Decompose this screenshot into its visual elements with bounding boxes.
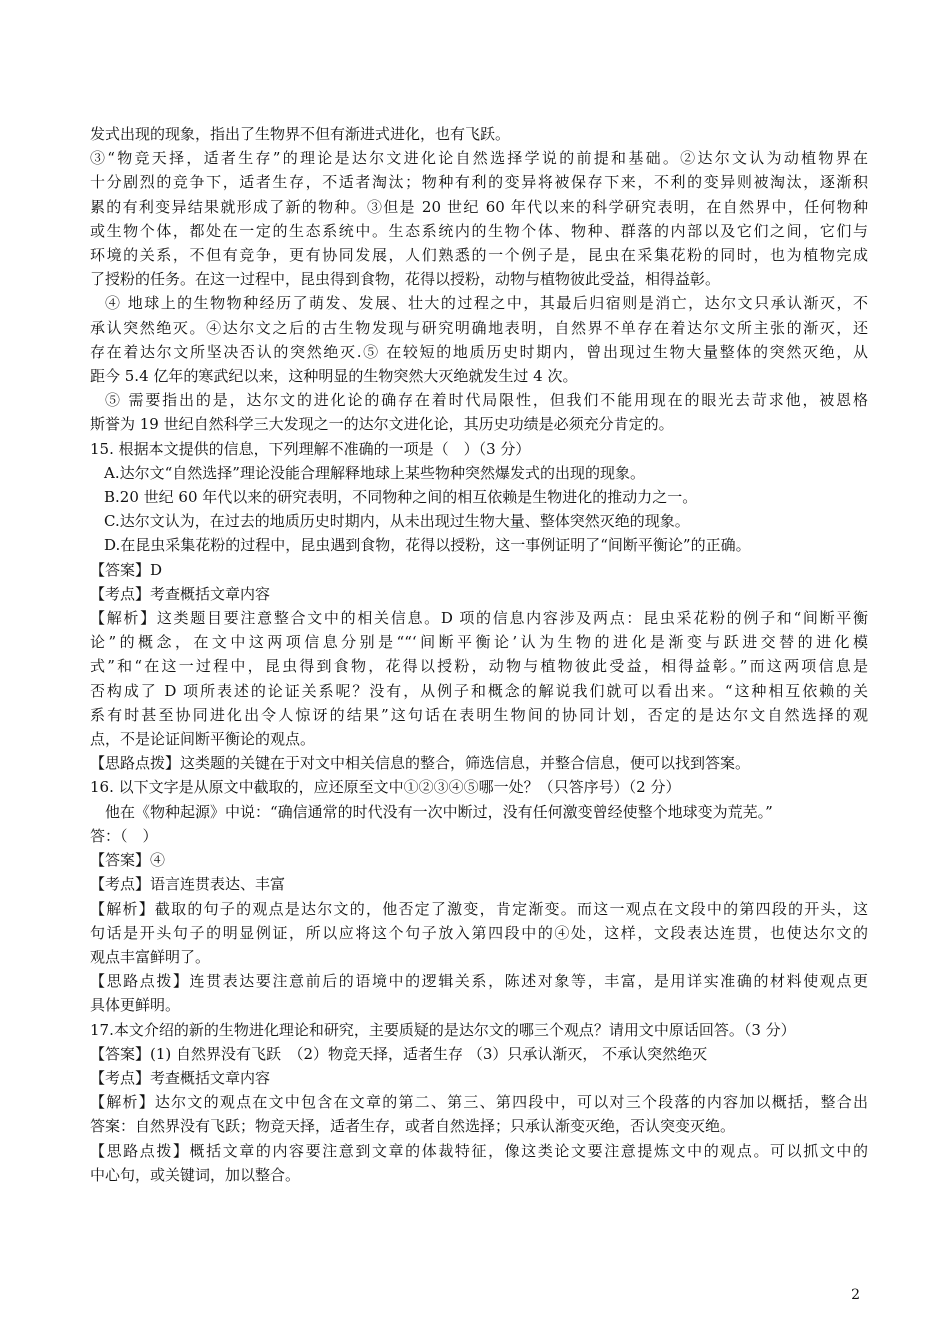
text-line: 【答案】D xyxy=(90,560,163,579)
text-line: 【考点】考查概括文章内容 xyxy=(90,584,271,603)
text-line: 式”和“在这一过程中，昆虫得到食物，花得以授粉，动物与植物彼此受益，相得益彰。”而这两项信息是 xyxy=(90,657,868,676)
text-line: 【思路点拨】这类题的关键在于对文中相关信息的整合，筛选信息，并整合信息，便可以找到答案。 xyxy=(90,754,751,773)
text-line: 【思路点拨】连贯表达要注意前后的语境中的逻辑关系，陈述对象等，丰富，是用详实准确的材料使观点更 xyxy=(90,972,868,991)
text-line: ③“物竞天择，适者生存”的理论是达尔文进化论自然选择学说的前提和基础。②达尔文认为动植物界在 xyxy=(90,149,868,168)
text-line: ④ 地球上的生物物种经历了萌发、发展、壮大的过程之中，其最后归宿则是消亡，达尔文只承认渐灭，不 xyxy=(105,294,868,313)
text-line: 【考点】语言连贯表达、丰富 xyxy=(90,875,286,894)
text-line: 距今 5.4 亿年的寒武纪以来，这种明显的生物突然大灭绝就发生过 4 次。 xyxy=(90,367,578,386)
text-line: 点，不是论证间断平衡论的观点。 xyxy=(90,730,316,749)
text-line: 句话是开头句子的明显例证，所以应将这个句子放入第四段中的④处，这样，文段表达连贯，也使达尔文的 xyxy=(90,923,868,942)
text-line: 存在着达尔文所坚决否认的突然绝灭.⑤ 在较短的地质历史时期内，曾出现过生物大量整体的突然灭绝，从 xyxy=(90,342,868,361)
text-line: 发式出现的现象，指出了生物界不但有渐进式进化，也有飞跃。 xyxy=(90,125,511,143)
document-body xyxy=(90,122,868,1187)
text-line: 具体更鲜明。 xyxy=(90,996,181,1015)
text-line: 斯誉为 19 世纪自然科学三大发现之一的达尔文进化论，其历史功绩是必须充分肯定的。 xyxy=(90,415,674,434)
text-line: 中心句，或关键词，加以整合。 xyxy=(90,1165,301,1184)
text-line: 【思路点拨】概括文章的内容要注意到文章的体裁特征，像这类论文要注意提炼文中的观点。可以抓文中的 xyxy=(90,1141,868,1160)
text-line: 环境的关系，不但有竞争，更有协同发展，人们熟悉的一个例子是，昆虫在采集花粉的同时，也为植物完成 xyxy=(90,246,868,265)
text-line: 16. 以下文字是从原文中截取的，应还原至文中①②③④⑤哪一处？（只答序号）（2 分） xyxy=(90,778,681,797)
text-line: 累的有利变异结果就形成了新的物种。③但是 20 世纪 60 年代以来的科学研究表明，在自然界中，任何物种 xyxy=(90,197,868,216)
text-line: 17.本文介绍的新的生物进化理论和研究，主要质疑的是达尔文的哪三个观点？请用文中原话回答。（3 分） xyxy=(90,1020,796,1039)
text-line: D.在昆虫采集花粉的过程中，昆虫遇到食物，花得以授粉，这一事例证明了“间断平衡论”的正确。 xyxy=(104,536,751,555)
text-line: 【解析】这类题目要注意整合文中的相关信息。D 项的信息内容涉及两点：昆虫采花粉的例子和“间断平衡 xyxy=(90,609,868,628)
text-line: 答：（ ） xyxy=(90,826,158,845)
text-line: 观点丰富鲜明了。 xyxy=(90,947,211,966)
text-line: B.20 世纪 60 年代以来的研究表明，不同物种之间的相互依赖是生物进化的推动力之一。 xyxy=(104,488,698,507)
text-line: ⑤ 需要指出的是，达尔文的进化论的确存在着时代局限性，但我们不能用现在的眼光去苛求他，被恩格 xyxy=(105,391,868,410)
text-line: 否构成了 D 项所表述的论证关系呢？没有，从例子和概念的解说我们就可以看出来。“这种相互依赖的关 xyxy=(90,681,868,700)
text-line: 十分剧烈的竞争下，适者生存，不适者淘汰；物种有利的变异将被保存下来，不利的变异则被淘汰，逐渐积 xyxy=(90,173,868,192)
text-line: 他在《物种起源》中说：“确信通常的时代没有一次中断过，没有任何激变曾经使整个地球变为荒芜。” xyxy=(105,802,773,821)
text-line: 承认突然绝灭。④达尔文之后的古生物发现与研究明确地表明，自然界不单存在着达尔文所主张的渐灭，还 xyxy=(90,318,868,337)
text-line: 【答案】(1) 自然界没有飞跃 （2）物竞天择，适者生存 （3）只承认渐灭， 不承认突然绝灭 xyxy=(90,1044,708,1063)
text-line: 【解析】截取的句子的观点是达尔文的，他否定了激变，肯定渐变。而这一观点在文段中的第四段的开头，这 xyxy=(90,899,868,918)
page-number: 2 xyxy=(851,1287,860,1303)
text-line: A.达尔文“自然选择”理论没能合理解释地球上某些物种突然爆发式的出现的现象。 xyxy=(104,463,645,482)
text-line: 【答案】④ xyxy=(90,851,166,870)
text-line: 【解析】达尔文的观点在文中包含在文章的第二、第三、第四段中，可以对三个段落的内容加以概括，整合出 xyxy=(90,1093,868,1112)
text-line: 或生物个体，都处在一定的生态系统中。生态系统内的生物个体、物种、群落的内部以及它们之间，它们与 xyxy=(90,221,868,240)
text-line: 系有时甚至协同进化出令人惊讶的结果”这句话在表明生物间的协同计划，否定的是达尔文自然选择的观 xyxy=(90,705,868,724)
text-line: 答案：自然界没有飞跃；物竞天择，适者生存，或者自然选择；只承认渐变灭绝，否认突变灭绝。 xyxy=(90,1117,736,1136)
text-line: 了授粉的任务。在这一过程中，昆虫得到食物，花得以授粉，动物与植物彼此受益，相得益彰。 xyxy=(90,270,721,289)
text-line: 15. 根据本文提供的信息，下列理解不准确的一项是（ ）（3 分） xyxy=(90,439,531,458)
text-line: C.达尔文认为，在过去的地质历史时期内，从未出现过生物大量、整体突然灭绝的现象。 xyxy=(104,512,690,531)
text-line: 论”的概念，在文中这两项信息分别是““‘间断平衡论’认为生物的进化是渐变与跃进交替的进化模 xyxy=(90,633,868,652)
text-line: 【考点】考查概括文章内容 xyxy=(90,1068,271,1087)
